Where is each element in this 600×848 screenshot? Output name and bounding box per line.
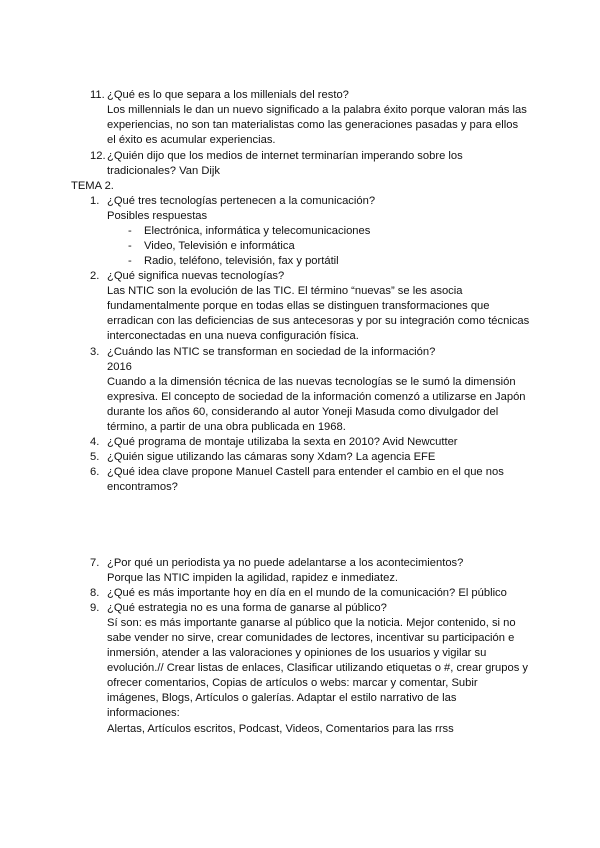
q11-answer-line: experiencias, no son tan materialistas como las generaciones pasadas y para ellos — [107, 119, 519, 131]
q1-option: Radio, teléfono, televisión, fax y portátil — [144, 255, 339, 267]
q3-year: 2016 — [107, 361, 132, 373]
q7-number: 7. — [90, 557, 100, 569]
section-heading: TEMA 2. — [71, 180, 114, 192]
bullet-dash: - — [128, 240, 132, 252]
q2-answer-line: fundamentalmente porque en todas ellas se distinguen transformaciones que — [107, 300, 490, 312]
q6-question-line: encontramos? — [107, 481, 178, 493]
q11-number: 11. — [90, 89, 105, 101]
q6-question-line: ¿Qué idea clave propone Manuel Castell para entender el cambio en el que nos — [107, 466, 504, 478]
q7-question: ¿Por qué un periodista ya no puede adelantarse a los acontecimientos? — [107, 557, 464, 569]
q2-answer-line: interconectadas en una nueva configuración física. — [107, 330, 359, 342]
q9-answer-line: evolución.// Crear listas de enlaces, Clasificar utilizando etiquetas o #, crear grupos y — [107, 662, 528, 674]
q8-number: 8. — [90, 587, 100, 599]
q9-answer-line: imágenes, Blogs, Artículos o galerías. Adaptar el estilo narrativo de las — [107, 692, 457, 704]
q6-number: 6. — [90, 466, 100, 478]
q9-answer-line: Sí son: es más importante ganarse al público que la noticia. Mejor contenido, si no — [107, 617, 516, 629]
q3-answer-line: término, a partir de una obra publicada en 1968. — [107, 421, 346, 433]
q1-number: 1. — [90, 195, 100, 207]
q9-question: ¿Qué estrategia no es una forma de ganarse al público? — [107, 602, 387, 614]
q3-answer-line: Cuando a la dimensión técnica de las nuevas tecnologías se le sumó la dimensión — [107, 376, 516, 388]
bullet-dash: - — [128, 225, 132, 237]
q2-question: ¿Qué significa nuevas tecnologías? — [107, 270, 285, 282]
q3-answer-line: expresiva. El concepto de sociedad de la información comenzó a utilizarse en Japón — [107, 391, 526, 403]
q4-number: 4. — [90, 436, 100, 448]
q9-answer-line: Alertas, Artículos escritos, Podcast, Videos, Comentarios para las rrss — [107, 723, 454, 735]
q3-answer-line: durante los años 60, considerando al autor Yoneji Masuda como divulgador del — [107, 406, 499, 418]
q1-intro: Posibles respuestas — [107, 210, 208, 222]
q5-number: 5. — [90, 451, 100, 463]
q3-question: ¿Cuándo las NTIC se transforman en sociedad de la información? — [107, 346, 436, 358]
q8-question: ¿Qué es más importante hoy en día en el mundo de la comunicación? El público — [107, 587, 507, 599]
q1-question: ¿Qué tres tecnologías pertenecen a la comunicación? — [107, 195, 376, 207]
q2-answer-line: Las NTIC son la evolución de las TIC. El término “nuevas” se les asocia — [107, 285, 463, 297]
q12-question-line: ¿Quién dijo que los medios de internet terminarían imperando sobre los — [107, 150, 463, 162]
bullet-dash: - — [128, 255, 132, 267]
q2-answer-line: erradican con las deficiencias de sus antecesoras y por su integración como técnicas — [107, 315, 530, 327]
q1-option: Electrónica, informática y telecomunicaciones — [144, 225, 371, 237]
q9-answer-line: informaciones: — [107, 707, 180, 719]
q1-option: Video, Televisión e informática — [144, 240, 295, 252]
q11-answer-line: Los millennials le dan un nuevo significado a la palabra éxito porque valoran más las — [107, 104, 527, 116]
q4-question: ¿Qué programa de montaje utilizaba la sexta en 2010? Avid Newcutter — [107, 436, 458, 448]
q9-answer-line: sabe vender no sirve, crear comunidades de lectores, incentivar su participación e — [107, 632, 515, 644]
q9-answer-line: ofrecer comentarios, Copias de artículos o webs: marcar y comentar, Subir — [107, 677, 478, 689]
q7-answer: Porque las NTIC impiden la agilidad, rapidez e inmediatez. — [107, 572, 399, 584]
q11-question: ¿Qué es lo que separa a los millenials del resto? — [107, 89, 349, 101]
q11-answer-line: el éxito es acumular experiencias. — [107, 134, 276, 146]
q9-answer-line: inmersión, atender a las valoraciones y opiniones de los usuarios y vigilar su — [107, 647, 487, 659]
q5-question: ¿Quién sigue utilizando las cámaras sony Xdam? La agencia EFE — [107, 451, 436, 463]
q12-question-line: tradicionales? Van Dijk — [107, 165, 220, 177]
q9-number: 9. — [90, 602, 100, 614]
q2-number: 2. — [90, 270, 100, 282]
q12-number: 12. — [90, 150, 106, 162]
q3-number: 3. — [90, 346, 100, 358]
